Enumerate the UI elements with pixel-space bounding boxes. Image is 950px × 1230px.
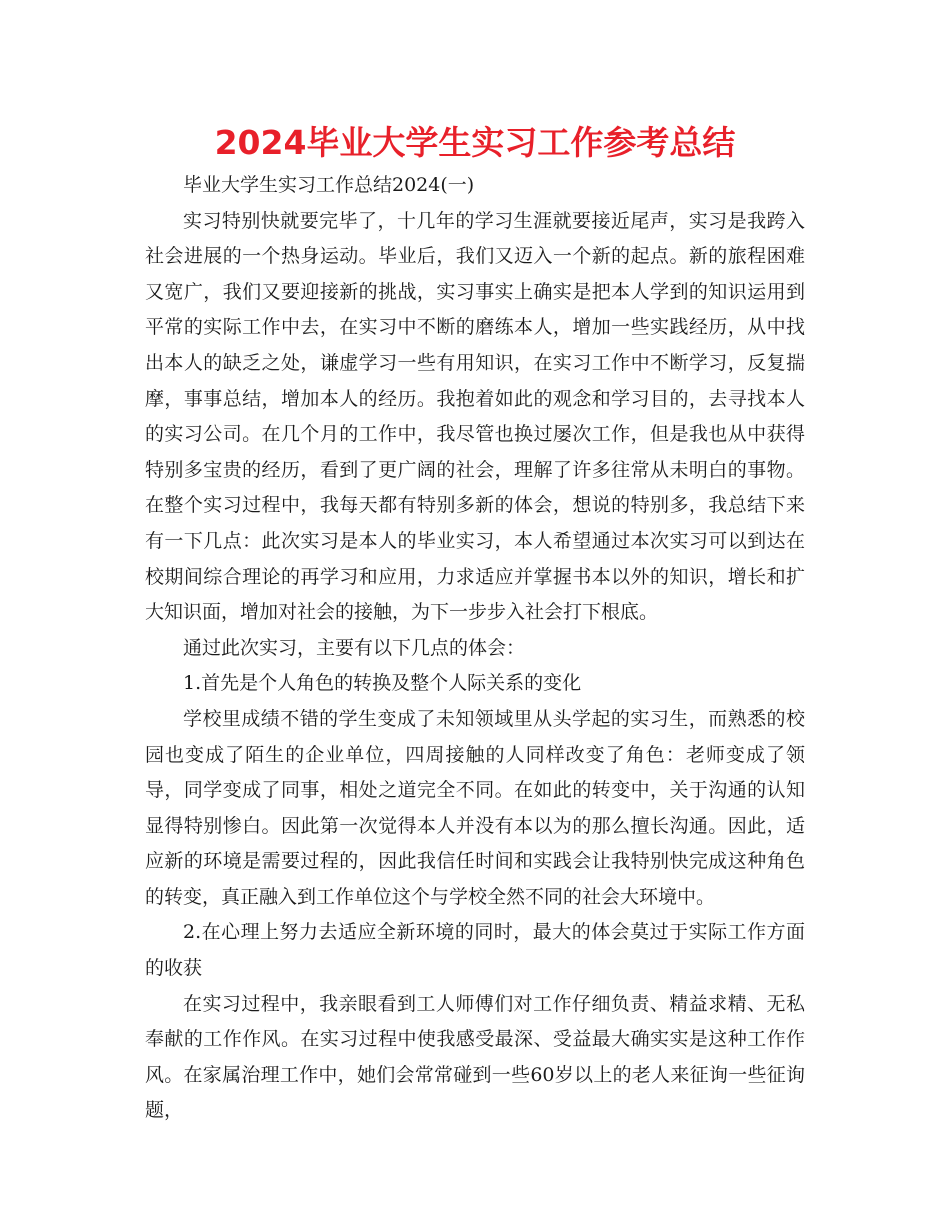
document-body [145, 168, 805, 1129]
body-paragraph: 学校里成绩不错的学生变成了未知领域里从头学起的实习生，而熟悉的校园也变成了陌生的企业单位，四周接触的人同样改变了角色：老师变成了领导，同学变成了同事，相处之道完全不同。在如此的转变中，关于沟通的认知显得特别惨白。因此第一次觉得本人并没有本以为的那么擅长沟通。因此，适应新的环境是需要过程的，因此我信任时间和实践会让我特别快完成这种角色的转变，真正融入到工作单位这个与学校全然不同的社会大环境中。 [145, 707, 805, 908]
numbered-heading: 1.首先是个人角色的转换及整个人际关系的变化 [183, 672, 582, 695]
body-paragraph: 在实习过程中，我亲眼看到工人师傅们对工作仔细负责、精益求精、无私奉献的工作作风。在实习过程中使我感受最深、受益最大确实实是这种工作作风。在家属治理工作中，她们会常常碰到一些60岁以上的老人来征询一些征询题， [145, 992, 805, 1122]
body-paragraph: 通过此次实习，主要有以下几点的体会： [183, 636, 526, 659]
body-paragraph: 实习特别快就要完毕了，十几年的学习生涯就要接近尾声，实习是我跨入社会进展的一个热身运动。毕业后，我们又迈入一个新的起点。新的旅程困难又宽广，我们又要迎接新的挑战，实习事实上确实是把本人学到的知识运用到平常的实际工作中去，在实习中不断的磨练本人，增加一些实践经历，从中找出本人的缺乏之处，谦虚学习一些有用知识，在实习工作中不断学习，反复揣摩，事事总结，增加本人的经历。我抱着如此的观念和学习目的，去寻找本人的实习公司。在几个月的工作中，我尽管也换过屡次工作，但是我也从中获得特别多宝贵的经历，看到了更广阔的社会，理解了许多往常从未明白的事物。在整个实习过程中，我每天都有特别多新的体会，想说的特别多，我总结下来有一下几点：此次实习是本人的毕业实习，本人希望通过本次实习可以到达在校期间综合理论的再学习和应用，力求适应并掌握书本以外的知识，增长和扩大知识面，增加对社会的接触，为下一步步入社会打下根底。 [145, 209, 805, 624]
document-title: 2024毕业大学生实习工作参考总结 [214, 123, 736, 162]
numbered-heading: 2.在心理上努力去适应全新环境的同时，最大的体会莫过于实际工作方面的收获 [145, 921, 805, 980]
section-heading: 毕业大学生实习工作总结2024(一) [183, 174, 475, 196]
